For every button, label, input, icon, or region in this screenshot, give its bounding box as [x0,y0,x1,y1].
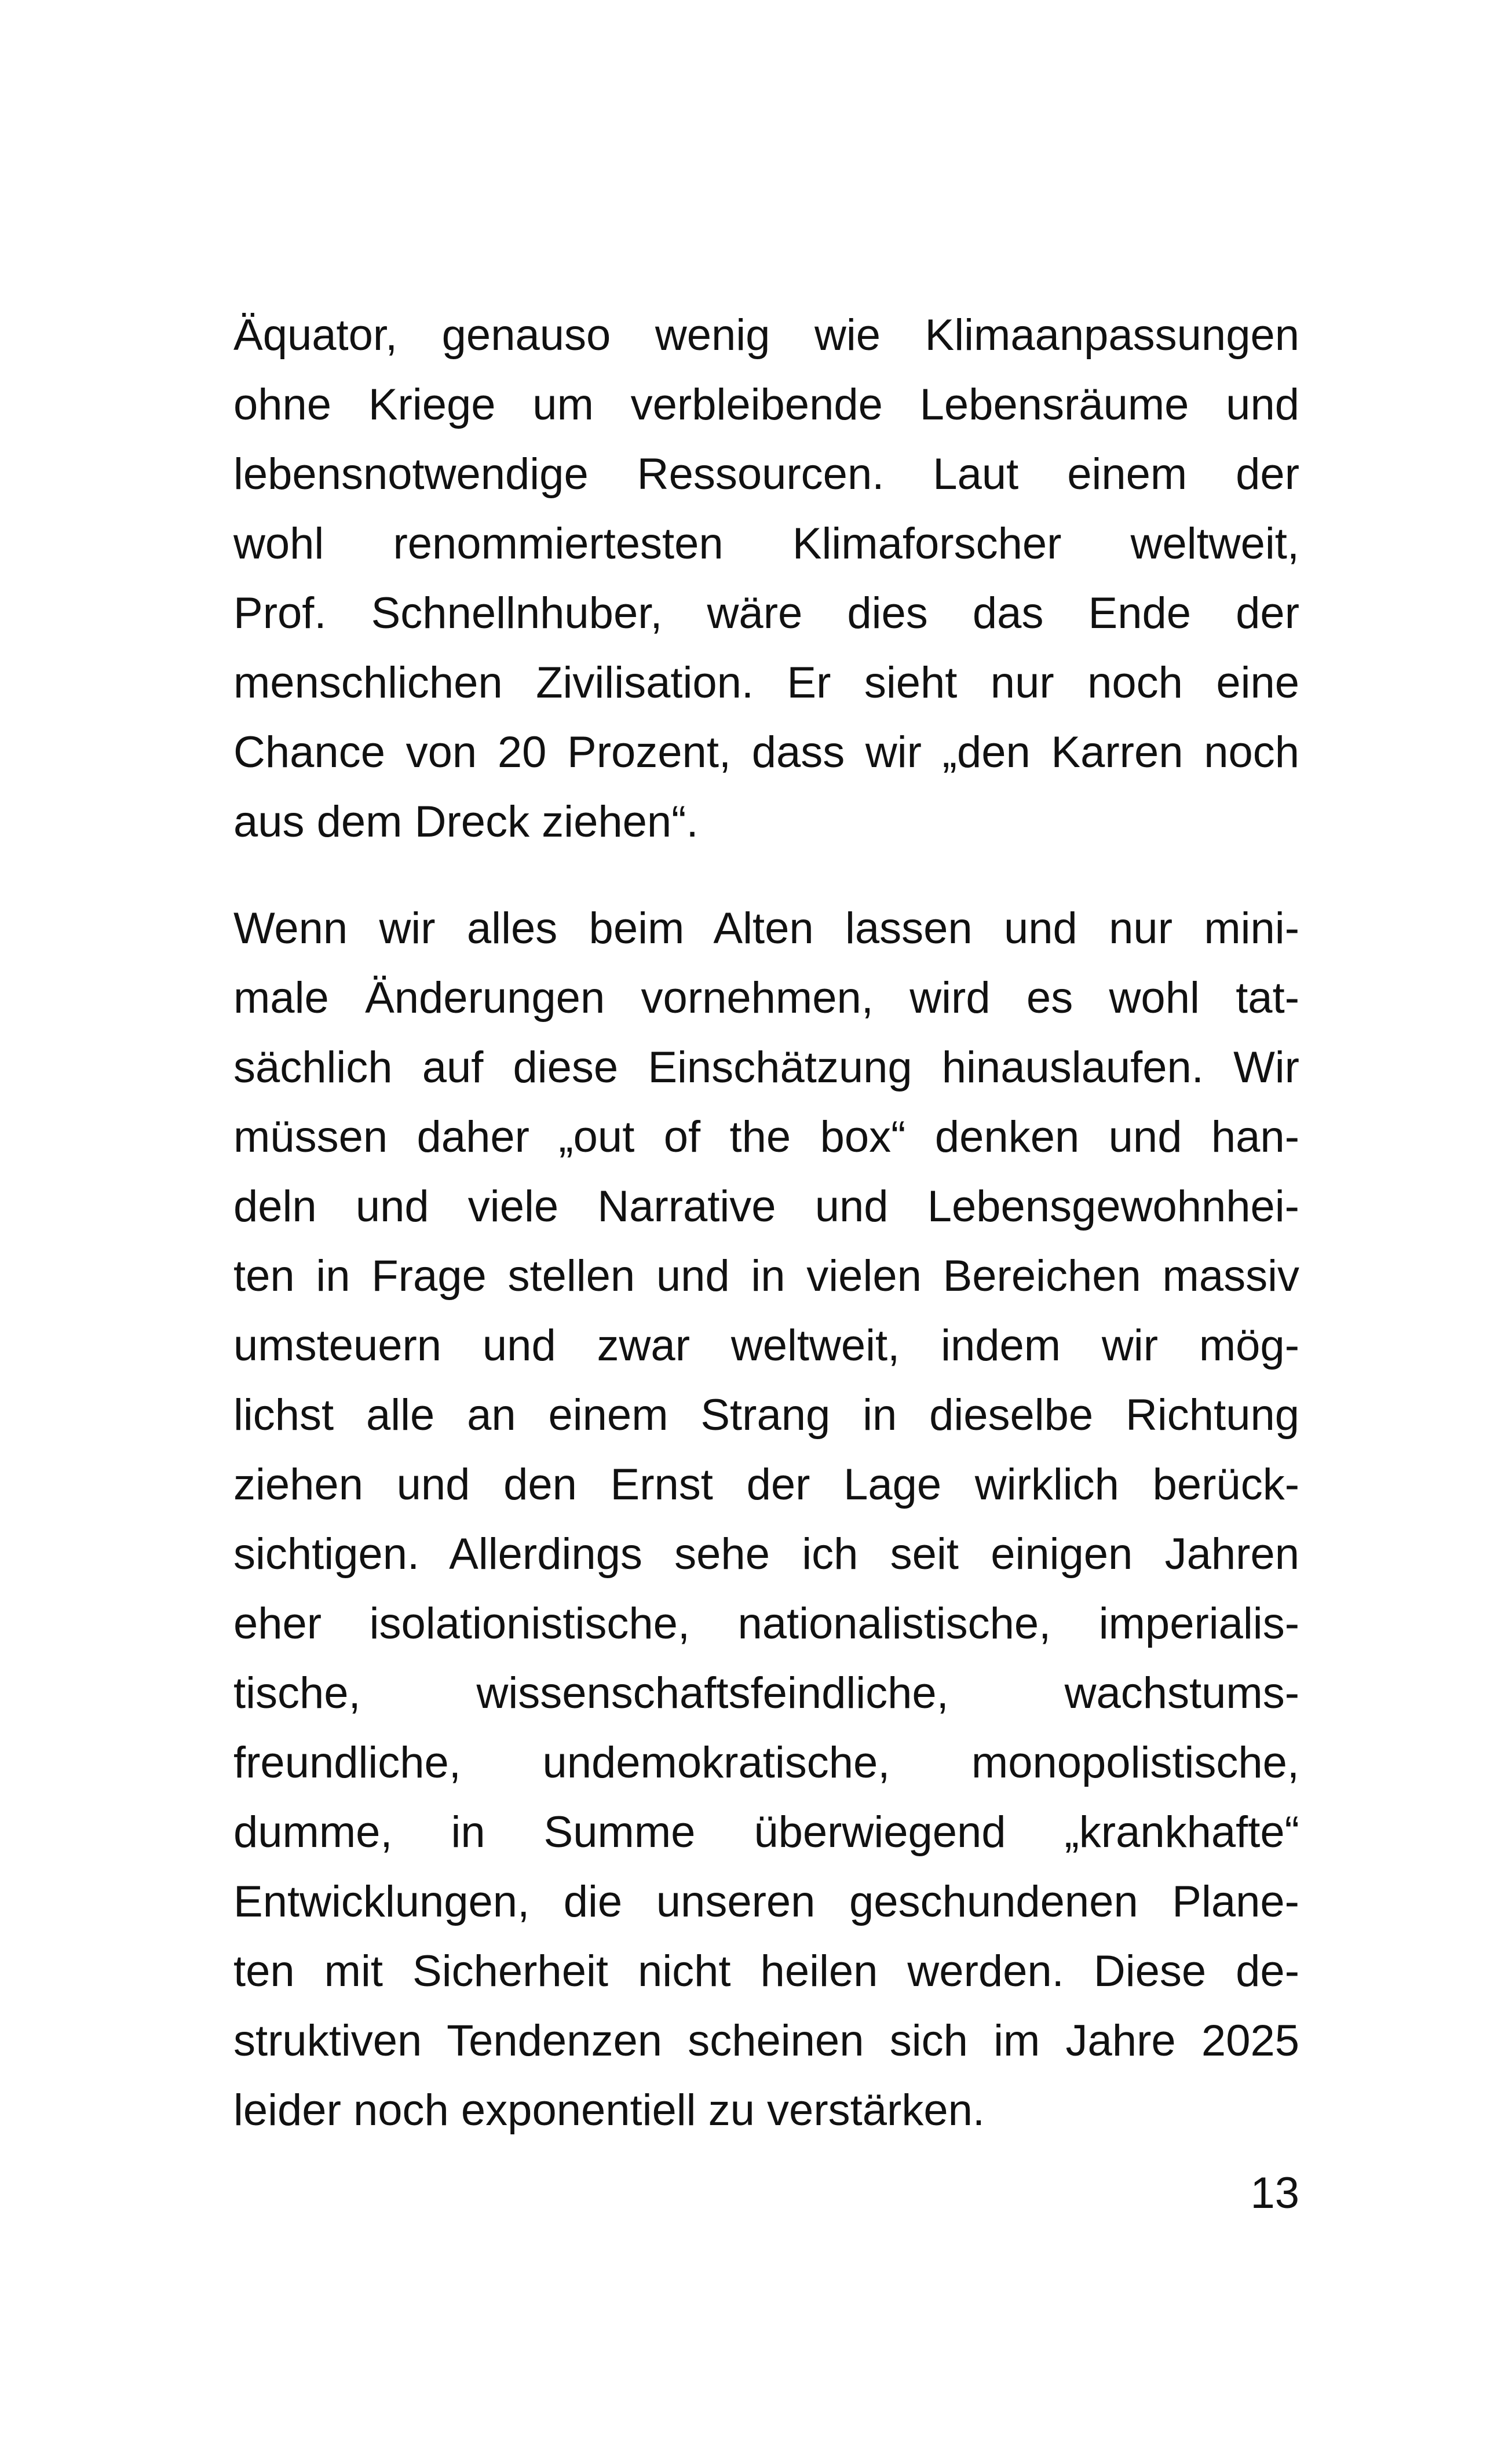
page-number: 13 [1250,2169,1299,2218]
text-line: sichtigen. Allerdings sehe ich seit einigen Jahren [233,1529,1299,1579]
text-line: Chance von 20 Prozent, dass wir „den Karren noch [233,728,1299,777]
text-line: wohl renommiertesten Klimaforscher weltweit, [233,519,1299,568]
text-line: Entwicklungen, die unseren geschundenen Plane- [233,1877,1299,1926]
paragraph-2 [233,894,1299,2145]
text-line: Wenn wir alles beim Alten lassen und nur mini- [233,904,1299,953]
body-text [233,301,1299,2145]
text-line: ziehen und den Ernst der Lage wirklich berück- [233,1460,1299,1509]
text-line: eher isolationistische, nationalistische, imperialis- [233,1599,1299,1648]
text-line: lichst alle an einem Strang in dieselbe Richtung [233,1390,1299,1440]
paragraph-1 [233,301,1299,857]
text-line: umsteuern und zwar weltweit, indem wir mög- [233,1321,1299,1370]
text-line: dumme, in Summe überwiegend „krankhafte“ [233,1808,1299,1857]
text-line: müssen daher „out of the box“ denken und han- [233,1112,1299,1162]
text-line: sächlich auf diese Einschätzung hinauslaufen. Wir [233,1043,1299,1092]
text-line: deln und viele Narrative und Lebensgewohnhei- [233,1182,1299,1231]
text-line: ohne Kriege um verbleibende Lebensräume und [233,380,1299,429]
text-line: aus dem Dreck ziehen“. [233,797,699,846]
text-line: ten mit Sicherheit nicht heilen werden. Diese de- [233,1947,1299,1996]
text-line: freundliche, undemokratische, monopolistische, [233,1738,1299,1787]
text-line: Äquator, genauso wenig wie Klimaanpassungen [233,311,1299,360]
text-line: tische, wissenschaftsfeindliche, wachstums- [233,1669,1299,1718]
text-line: male Änderungen vornehmen, wird es wohl tat- [233,973,1299,1023]
text-line: struktiven Tendenzen scheinen sich im Jahre 2025 [233,2016,1299,2065]
text-line: menschlichen Zivilisation. Er sieht nur noch eine [233,658,1299,707]
text-line: leider noch exponentiell zu verstärken. [233,2086,985,2135]
text-line: Prof. Schnellnhuber, wäre dies das Ende der [233,589,1299,638]
text-line: ten in Frage stellen und in vielen Bereichen massiv [233,1251,1299,1301]
text-line: lebensnotwendige Ressourcen. Laut einem der [233,450,1299,499]
